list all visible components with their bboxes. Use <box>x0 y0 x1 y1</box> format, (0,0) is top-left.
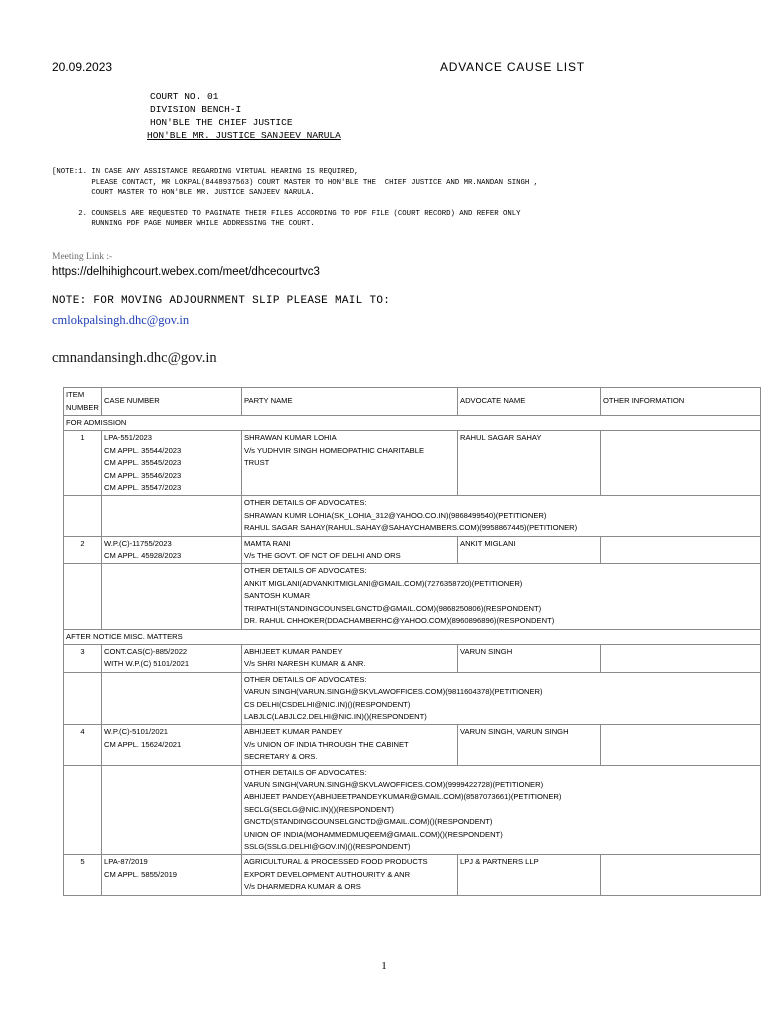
header-line <box>52 60 716 76</box>
judge-chief: HON'BLE THE CHIEF JUSTICE <box>150 117 293 128</box>
header-advocate-name: ADVOCATE NAME <box>458 388 601 416</box>
meeting-link[interactable]: https://delhihighcourt.webex.com/meet/dhcecourtvc3 <box>52 266 320 278</box>
header-party-name: PARTY NAME <box>242 388 458 416</box>
other-info-cell <box>601 855 761 895</box>
advocate-name-cell: VARUN SINGH, VARUN SINGH <box>458 725 601 765</box>
list-date: 20.09.2023 <box>52 60 113 74</box>
advocate-name-cell: RAHUL SAGAR SAHAY <box>458 431 601 496</box>
court-block <box>147 90 341 142</box>
party-name-cell: AGRICULTURAL & PROCESSED FOOD PRODUCTS EXPORT DEVELOPMENT AUTHOURITY & ANR V/s DHARMEDRA KUMAR & ORS <box>242 855 458 895</box>
advocate-details-cell: OTHER DETAILS OF ADVOCATES: ANKIT MIGLANI(ADVANKITMIGLANI@GMAIL.COM)(7276358720)(PETITIONER) SANTOSH KUMAR TRIPATHI(STANDINGCOUNSELGNCTD@GMAIL.COM)(9868250806)(RESPONDENT) DR. RAHUL CHHOKER(DDACHAMBERHC@YAHOO.COM)(8960896896)(RESPONDENT) <box>242 564 761 629</box>
details-row <box>64 672 761 725</box>
details-row <box>64 496 761 536</box>
note-line: 2. COUNSELS ARE REQUESTED TO PAGINATE THEIR FILES ACCORDING TO PDF FILE (COURT RECORD) AND REFER ONLY <box>52 209 521 218</box>
party-name-cell: MAMTA RANI V/s THE GOVT. OF NCT OF DELHI AND ORS <box>242 536 458 564</box>
table-row <box>64 725 761 765</box>
advocate-name-cell: VARUN SINGH <box>458 644 601 672</box>
advocate-name-cell: ANKIT MIGLANI <box>458 536 601 564</box>
court-number: COURT NO. 01 <box>150 91 219 102</box>
section-after-notice: AFTER NOTICE MISC. MATTERS <box>64 629 761 644</box>
details-row <box>64 564 761 629</box>
header-other-info: OTHER INFORMATION <box>601 388 761 416</box>
party-name-cell: ABHIJEET KUMAR PANDEY V/s SHRI NARESH KUMAR & ANR. <box>242 644 458 672</box>
other-info-cell <box>601 644 761 672</box>
email-link-nandan[interactable]: cmnandansingh.dhc@gov.in <box>52 350 217 366</box>
table-header-row <box>64 388 761 416</box>
section-row <box>64 629 761 644</box>
case-number-cell: W.P.(C)-5101/2021 CM APPL. 15624/2021 <box>102 725 242 765</box>
email-link-lokpal[interactable]: cmlokpalsingh.dhc@gov.in <box>52 313 190 327</box>
advocate-details-cell: OTHER DETAILS OF ADVOCATES: SHRAWAN KUMR LOHIA(SK_LOHIA_312@YAHOO.CO.IN)(9868499540)(PETITIONER) RAHUL SAGAR SAHAY(RAHUL.SAHAY@SAHAYCHAMBERS.COM)(9958867445)(PETITIONER) <box>242 496 761 536</box>
item-number: 2 <box>64 536 102 564</box>
page-number: 1 <box>381 960 387 972</box>
party-name-cell: SHRAWAN KUMAR LOHIA V/s YUDHVIR SINGH HOMEOPATHIC CHARITABLE TRUST <box>242 431 458 496</box>
note-line: RUNNING PDF PAGE NUMBER WHILE ADDRESSING THE COURT. <box>52 220 315 228</box>
cause-list-table <box>63 387 761 896</box>
note-line: COURT MASTER TO HON'BLE MR. JUSTICE SANJEEV NARULA. <box>52 189 315 197</box>
table-row <box>64 855 761 895</box>
case-number-cell: LPA-551/2023 CM APPL. 35544/2023 CM APPL. 35545/2023 CM APPL. 35546/2023 CM APPL. 35547/2023 <box>102 431 242 496</box>
section-admission: FOR ADMISSION <box>64 416 761 431</box>
advocate-details-cell: OTHER DETAILS OF ADVOCATES: VARUN SINGH(VARUN.SINGH@SKVLAWOFFICES.COM)(9811604378)(PETITIONER) CS DELHI(CSDELHI@NIC.IN)()(RESPONDENT) LABJLC(LABJLC2.DELHI@NIC.IN)()(RESPONDENT) <box>242 672 761 725</box>
case-number-cell: W.P.(C)-11755/2023 CM APPL. 45928/2023 <box>102 536 242 564</box>
table-row <box>64 536 761 564</box>
other-info-cell <box>601 431 761 496</box>
notes-block <box>52 167 538 230</box>
header-case-number: CASE NUMBER <box>102 388 242 416</box>
list-title: ADVANCE CAUSE LIST <box>440 60 585 74</box>
item-number: 4 <box>64 725 102 765</box>
meeting-label: Meeting Link :- <box>52 252 113 262</box>
item-number: 3 <box>64 644 102 672</box>
advocate-name-cell: LPJ & PARTNERS LLP <box>458 855 601 895</box>
item-number: 1 <box>64 431 102 496</box>
party-name-cell: ABHIJEET KUMAR PANDEY V/s UNION OF INDIA THROUGH THE CABINET SECRETARY & ORS. <box>242 725 458 765</box>
judge-second: HON'BLE MR. JUSTICE SANJEEV NARULA <box>147 130 341 141</box>
section-row <box>64 416 761 431</box>
item-number: 5 <box>64 855 102 895</box>
adjournment-note: NOTE: FOR MOVING ADJOURNMENT SLIP PLEASE MAIL TO: <box>52 295 391 307</box>
bench-name: DIVISION BENCH-I <box>150 104 242 115</box>
details-row <box>64 765 761 855</box>
other-info-cell <box>601 536 761 564</box>
case-number-cell: LPA-87/2019 CM APPL. 5855/2019 <box>102 855 242 895</box>
case-number-cell: CONT.CAS(C)-885/2022 WITH W.P.(C) 5101/2021 <box>102 644 242 672</box>
other-info-cell <box>601 725 761 765</box>
note-line: [NOTE:1. IN CASE ANY ASSISTANCE REGARDING VIRTUAL HEARING IS REQUIRED, <box>52 168 359 176</box>
table-row <box>64 431 761 496</box>
table-row <box>64 644 761 672</box>
advocate-details-cell: OTHER DETAILS OF ADVOCATES: VARUN SINGH(VARUN.SINGH@SKVLAWOFFICES.COM)(9999422728)(PETITIONER) ABHIJEET PANDEY(ABHIJEETPANDEYKUMAR@GMAIL.COM)(8587073661)(PETITIONER) SECLG(SECLG@NIC.IN)()(RESPONDENT) GNCTD(STANDINGCOUNSELGNCTD@GMAIL.COM)()(RESPONDENT) UNION OF INDIA(MOHAMMEDMUQEEM@GMAIL.COM)()(RESPONDENT) SSLG(SSLG.DELHI@GOV.IN)()(RESPONDENT) <box>242 765 761 855</box>
note-line: PLEASE CONTACT, MR LOKPAL(8448937563) COURT MASTER TO HON'BLE THE CHIEF JUSTICE AND MR.NANDAN SINGH , <box>52 178 539 187</box>
header-item-number: ITEM NUMBER <box>64 388 102 416</box>
